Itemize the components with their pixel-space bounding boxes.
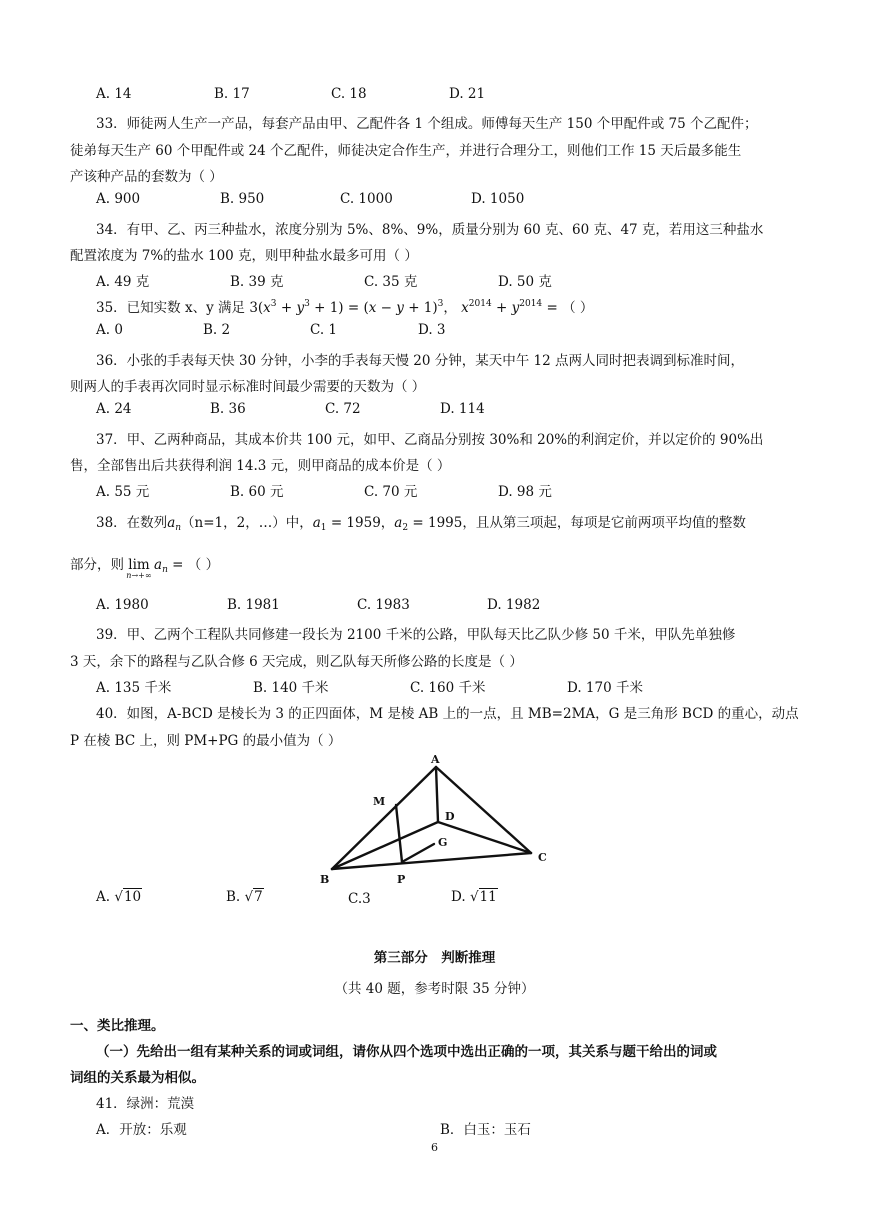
q38-option-d: D. 1982 xyxy=(487,597,541,613)
q35-option-c: C. 1 xyxy=(310,322,338,338)
label-m: M xyxy=(373,795,386,808)
q38-a1-value: $a_1 = 1959$ xyxy=(312,515,381,533)
q38-option-b: B. 1981 xyxy=(227,597,280,613)
section-subtitle: （共 40 题，参考时限 35 分钟） xyxy=(334,981,535,997)
q35-stem-suffix: （ ） xyxy=(562,300,594,316)
q39-option-b: B. 140 千米 xyxy=(253,680,329,696)
q32-option-a: A. 14 xyxy=(96,86,132,102)
q34-option-d: D. 50 克 xyxy=(498,274,552,290)
q38-stem-line1: 38．在数列$a_n(n=1$，2，…）中，$a_1 = 1959$，$a_2 = 1995$，且从第三项起，每项是它前两项平均值的整数 xyxy=(96,515,746,533)
label-p: P xyxy=(397,873,406,885)
sqrt-10: √10 xyxy=(114,889,142,905)
q41-option-b: B．白玉：玉石 xyxy=(440,1122,531,1138)
q38-seq-an: $a_n$ xyxy=(167,515,182,533)
q32-option-d: D. 21 xyxy=(449,86,486,102)
segment-pg xyxy=(402,844,434,862)
q33-stem-line2: 徒弟每天生产 60 个甲配件或 24 个乙配件，师徒决定合作生产，并进行合理分工，则他们工作 15 天后最多能生 xyxy=(70,143,742,159)
q38-option-a: A. 1980 xyxy=(96,597,149,613)
sqrt-11: √11 xyxy=(469,889,497,905)
q36-option-a: A. 24 xyxy=(96,401,132,417)
q39-option-a: A. 135 千米 xyxy=(96,680,172,696)
q35-stem xyxy=(96,296,593,316)
q35-option-d: D. 3 xyxy=(418,322,446,338)
q41-option-a: A．开放：乐观 xyxy=(96,1122,187,1138)
label-d: D xyxy=(445,810,455,823)
q37-option-b: B. 60 元 xyxy=(230,484,284,500)
q38-stem-line2-prefix: 部分，则 xyxy=(70,557,124,573)
q34-stem-line2: 配置浓度为 7%的盐水 100 克，则甲种盐水最多可用（ ） xyxy=(70,248,418,264)
q37-option-a: A. 55 元 xyxy=(96,484,150,500)
q34-option-a: A. 49 克 xyxy=(96,274,150,290)
q40-stem-line1: 40．如图，A-BCD 是棱长为 3 的正四面体，M 是棱 AB 上的一点，且 MB=2MA，G 是三角形 BCD 的重心，动点 xyxy=(96,706,799,722)
q36-option-c: C. 72 xyxy=(325,401,361,417)
q36-option-b: B. 36 xyxy=(210,401,246,417)
q38-stem-mid2: ，且从第三项起，每项是它前两项平均值的整数 xyxy=(462,515,746,531)
label-g: G xyxy=(438,836,448,849)
q35-option-b: B. 2 xyxy=(203,322,231,338)
q36-stem-line2: 则两人的手表再次同时显示标准时间最少需要的天数为（ ） xyxy=(70,379,426,395)
q39-stem-line1: 39．甲、乙两个工程队共同修建一段长为 2100 千米的公路，甲队每天比乙队少修 50 千米，甲队先单独修 xyxy=(96,627,736,643)
q38-stem-line2-suffix: （ ） xyxy=(187,557,220,573)
q39-option-d: D. 170 千米 xyxy=(567,680,643,696)
q38-a2-value: $a_2 = 1995$ xyxy=(394,515,463,533)
q38-option-c: C. 1983 xyxy=(357,597,410,613)
instruction-line2: 词组的关系最为相似。 xyxy=(70,1070,205,1086)
label-b: B xyxy=(320,873,330,885)
q40-option-c: C.3 xyxy=(348,891,371,907)
q33-stem-line3: 产该种产品的套数为（ ） xyxy=(70,169,223,185)
q33-option-b: B. 950 xyxy=(220,191,265,207)
q40-stem-line2: P 在棱 BC 上，则 PM+PG 的最小值为（ ） xyxy=(70,733,342,749)
q36-option-d: D. 114 xyxy=(440,401,485,417)
edge-ad xyxy=(436,767,438,822)
q35-equation: $3(x^3 + y^3 + 1) = (x - y + 1)^3$， $x^{2014} + y^{2014}$ = xyxy=(249,299,558,316)
q38-limit-expression: lim n→+∞ $a_n$ = xyxy=(126,557,184,580)
q34-option-b: B. 39 克 xyxy=(230,274,284,290)
q38-stem-prefix: 38．在数列 xyxy=(96,515,168,531)
edge-ab xyxy=(332,767,436,869)
q33-option-a: A. 900 xyxy=(96,191,141,207)
page-number: 6 xyxy=(431,1141,438,1154)
edge-cd xyxy=(438,822,531,853)
q38-stem-mid1: （n=1，2，…）中， xyxy=(181,515,313,531)
q39-stem-line2: 3 天，余下的路程与乙队合修 6 天完成，则乙队每天所修公路的长度是（ ） xyxy=(70,654,523,670)
q35-option-a: A. 0 xyxy=(96,322,123,338)
q38-stem-line2 xyxy=(70,553,220,580)
heading-analogy: 一、类比推理。 xyxy=(70,1018,165,1034)
sqrt-7: √7 xyxy=(244,889,263,905)
q33-stem-line1: 33．师徒两人生产一产品，每套产品由甲、乙配件各 1 个组成。师傅每天生产 150 个甲配件或 75 个乙配件； xyxy=(96,116,758,132)
q37-stem-line2: 售，全部售出后共获得利润 14.3 元，则甲商品的成本价是（ ） xyxy=(70,458,451,474)
q40-option-b: B. √7 xyxy=(226,889,263,905)
q35-stem-prefix: 35．已知实数 x、y 满足 xyxy=(96,300,246,316)
q40-option-a: A. √10 xyxy=(96,889,142,905)
section-title: 第三部分 判断推理 xyxy=(373,950,496,966)
q32-option-b: B. 17 xyxy=(214,86,250,102)
q37-option-d: D. 98 元 xyxy=(498,484,552,500)
tetrahedron-figure xyxy=(310,745,570,885)
segment-pm xyxy=(396,805,402,862)
instruction-line1: （一）先给出一组有某种关系的词或词组，请你从四个选项中选出正确的一项，其关系与题干给出的词或 xyxy=(96,1044,717,1060)
q40-option-d: D. √11 xyxy=(451,889,497,905)
q37-option-c: C. 70 元 xyxy=(364,484,418,500)
q34-option-c: C. 35 克 xyxy=(364,274,418,290)
q39-option-c: C. 160 千米 xyxy=(410,680,486,696)
label-c: C xyxy=(538,851,547,864)
q33-option-d: D. 1050 xyxy=(471,191,525,207)
q32-option-c: C. 18 xyxy=(331,86,367,102)
q36-stem-line1: 36．小张的手表每天快 30 分钟，小李的手表每天慢 20 分钟，某天中午 12 点两人同时把表调到标准时间， xyxy=(96,353,744,369)
q34-stem-line1: 34．有甲、乙、丙三种盐水，浓度分别为 5%、8%、9%，质量分别为 60 克、60 克、47 克，若用这三种盐水 xyxy=(96,222,764,238)
label-a: A xyxy=(431,753,440,766)
q41-stem: 41．绿洲：荒漠 xyxy=(96,1096,195,1112)
q33-option-c: C. 1000 xyxy=(340,191,393,207)
q37-stem-line1: 37．甲、乙两种商品，其成本价共 100 元，如甲、乙商品分别按 30%和 20%的利润定价，并以定价的 90%出 xyxy=(96,432,764,448)
